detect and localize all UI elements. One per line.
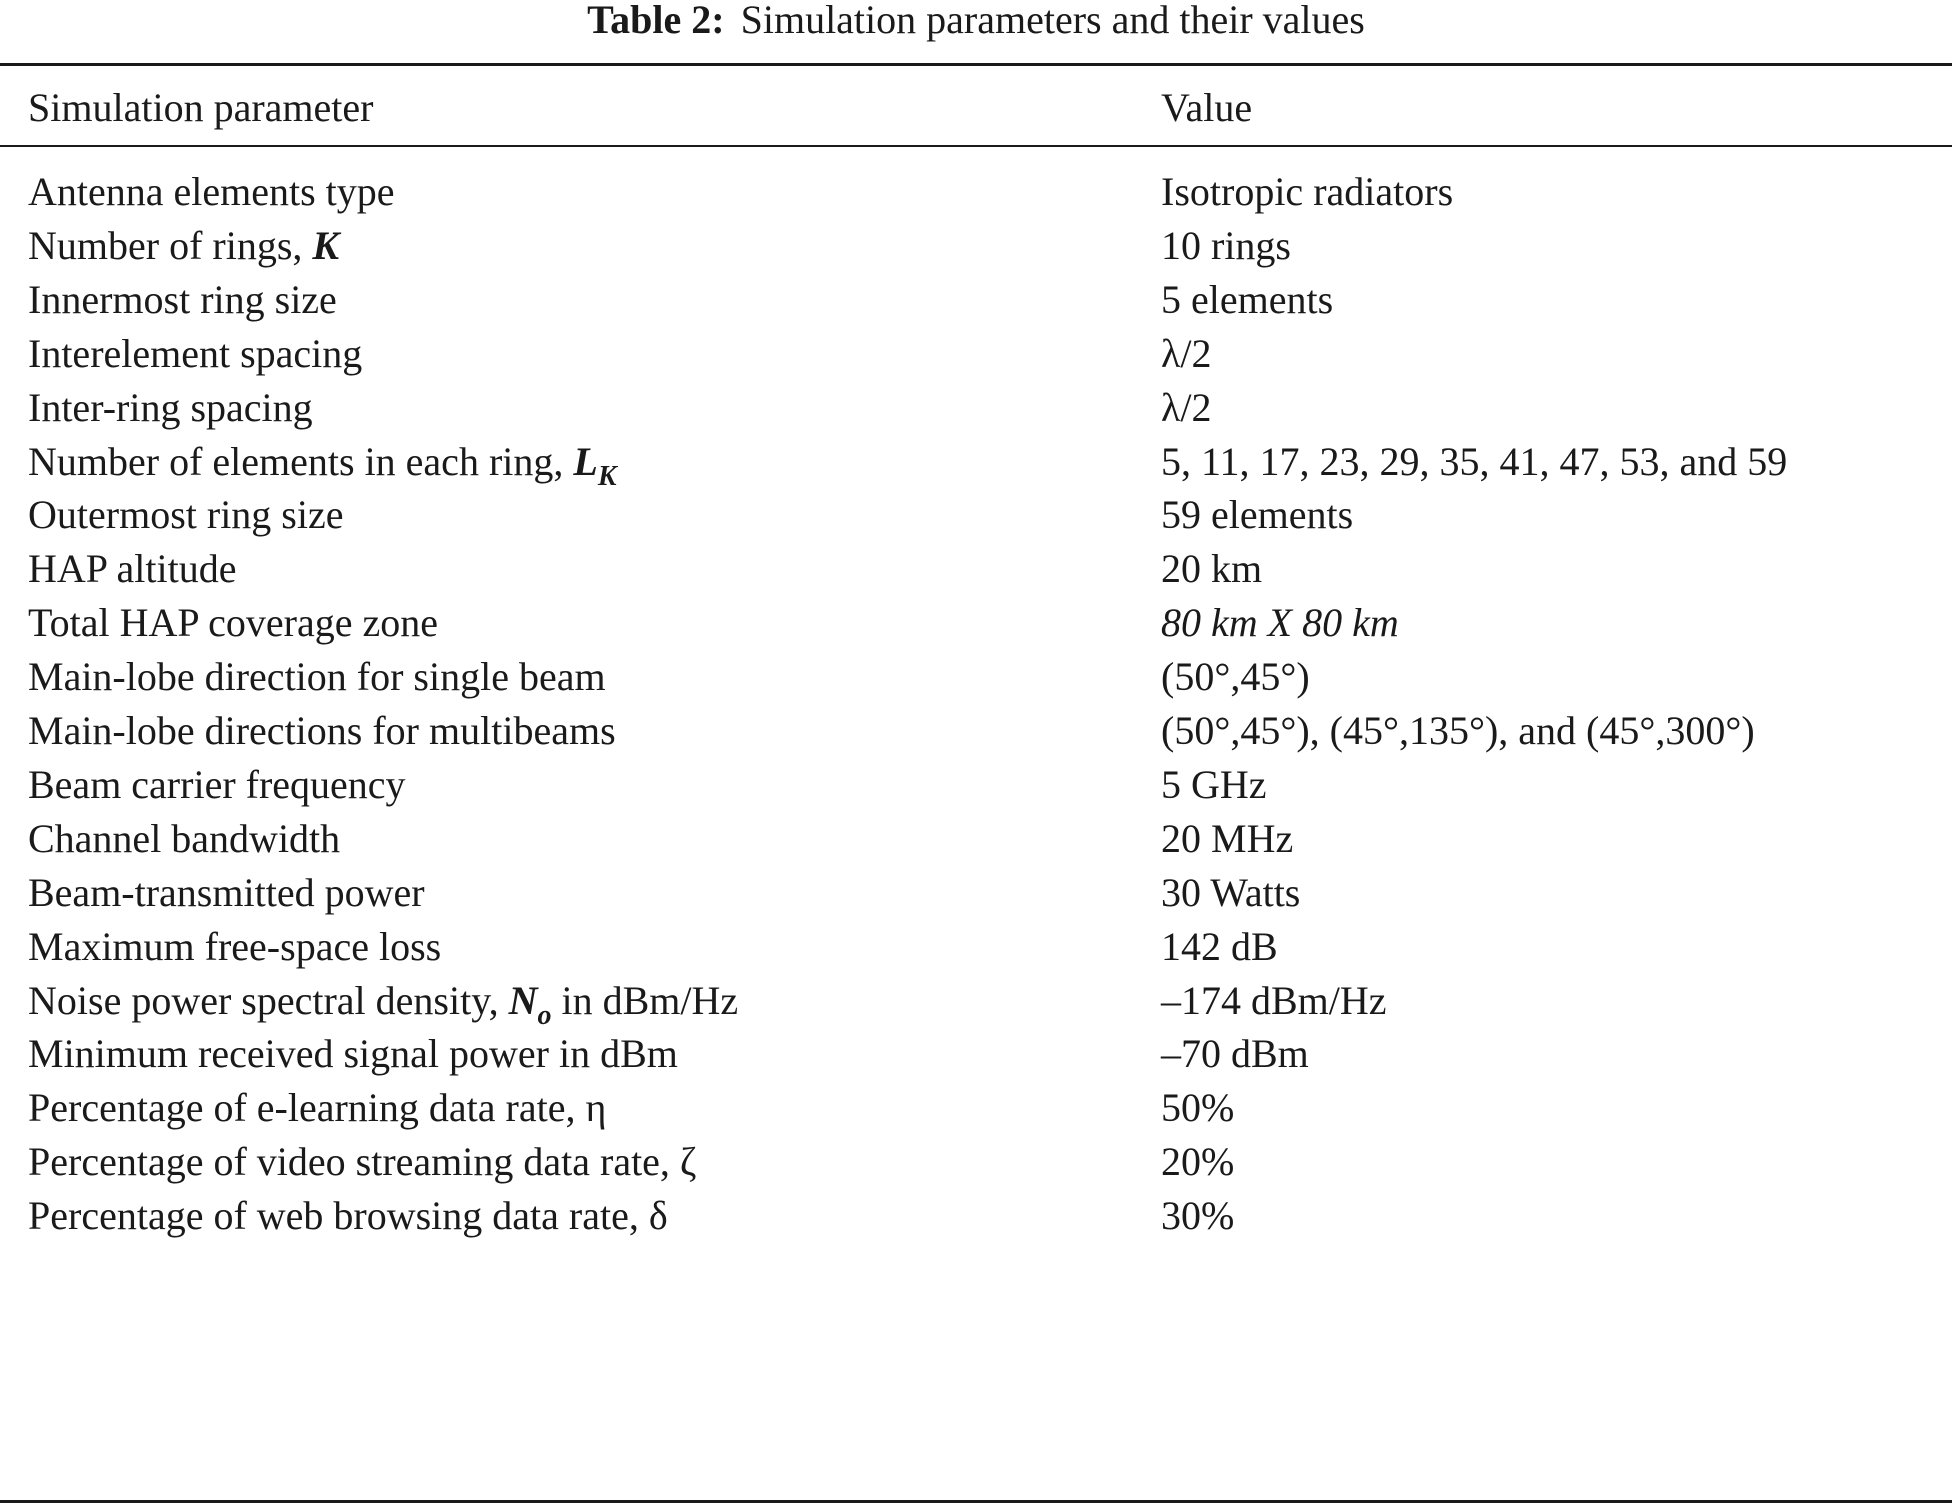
table-caption [0, 0, 1952, 44]
value-cell: Isotropic radiators [1161, 169, 1454, 214]
table-header-row [0, 74, 1952, 141]
param-text: Antenna elements type [28, 169, 395, 214]
top-rule [0, 63, 1952, 66]
param-symbol: K [312, 222, 340, 268]
param-text: Percentage of web browsing data rate, δ [28, 1193, 668, 1239]
value-cell: –70 dBm [1161, 1031, 1309, 1077]
param-symbol: N [508, 977, 538, 1023]
header-param: Simulation parameter [28, 85, 374, 130]
param-text: Number of rings, [28, 222, 313, 268]
header-rule [0, 145, 1952, 147]
value-cell: 20 km [1161, 546, 1263, 592]
value-cell: 5 elements [1161, 276, 1334, 322]
param-subscript: o [537, 999, 552, 1031]
value-cell: λ/2 [1161, 330, 1212, 376]
value-cell: λ/2 [1161, 384, 1212, 430]
header-value: Value [1161, 85, 1253, 130]
param-text: HAP altitude [28, 546, 237, 592]
param-text: Percentage of video streaming data rate, ζ [28, 1139, 697, 1185]
param-text: Inter-ring spacing [28, 384, 313, 430]
value-cell: (50°,45°), (45°,135°), and (45°,300°) [1161, 708, 1755, 753]
param-text: Beam carrier frequency [28, 761, 406, 807]
param-symbol: L [573, 438, 598, 484]
param-text: Percentage of e-learning data rate, η [28, 1085, 607, 1131]
value-cell: 80 km X 80 km [1161, 600, 1399, 646]
param-cell [28, 1182, 668, 1249]
param-subscript: K [597, 460, 617, 492]
param-text: Total HAP coverage zone [28, 600, 438, 646]
table-row [0, 1182, 1952, 1249]
value-cell: 20% [1161, 1139, 1235, 1185]
value-cell: 142 dB [1161, 923, 1278, 969]
value-cell: 5, 11, 17, 23, 29, 35, 41, 47, 53, and 59 [1161, 438, 1788, 484]
param-text: Minimum received signal power in dBm [28, 1031, 678, 1077]
param-text: Main-lobe direction for single beam [28, 654, 606, 700]
value-cell: 30 Watts [1161, 869, 1301, 915]
caption-text: Simulation parameters and their values [740, 0, 1365, 42]
value-cell: 20 MHz [1161, 815, 1294, 861]
value-cell: –174 dBm/Hz [1161, 977, 1387, 1023]
param-text: Innermost ring size [28, 276, 337, 322]
caption-label: Table 2: [587, 0, 725, 42]
param-text: Channel bandwidth [28, 815, 341, 861]
param-text: Main-lobe directions for multibeams [28, 708, 616, 753]
param-text: Outermost ring size [28, 492, 344, 538]
param-suffix: in dBm/Hz [551, 977, 739, 1023]
param-text: Number of elements in each ring, [28, 438, 574, 484]
param-text: Interelement spacing [28, 330, 363, 376]
value-cell: 10 rings [1161, 222, 1291, 268]
value-cell: 30% [1161, 1193, 1235, 1239]
value-cell: (50°,45°) [1161, 654, 1310, 700]
value-cell: 59 elements [1161, 492, 1354, 538]
param-text: Maximum free-space loss [28, 923, 442, 969]
value-cell: 5 GHz [1161, 761, 1267, 807]
param-text: Beam-transmitted power [28, 869, 425, 915]
param-text: Noise power spectral density, [28, 977, 509, 1023]
bottom-rule [0, 1500, 1952, 1503]
value-cell: 50% [1161, 1085, 1235, 1131]
